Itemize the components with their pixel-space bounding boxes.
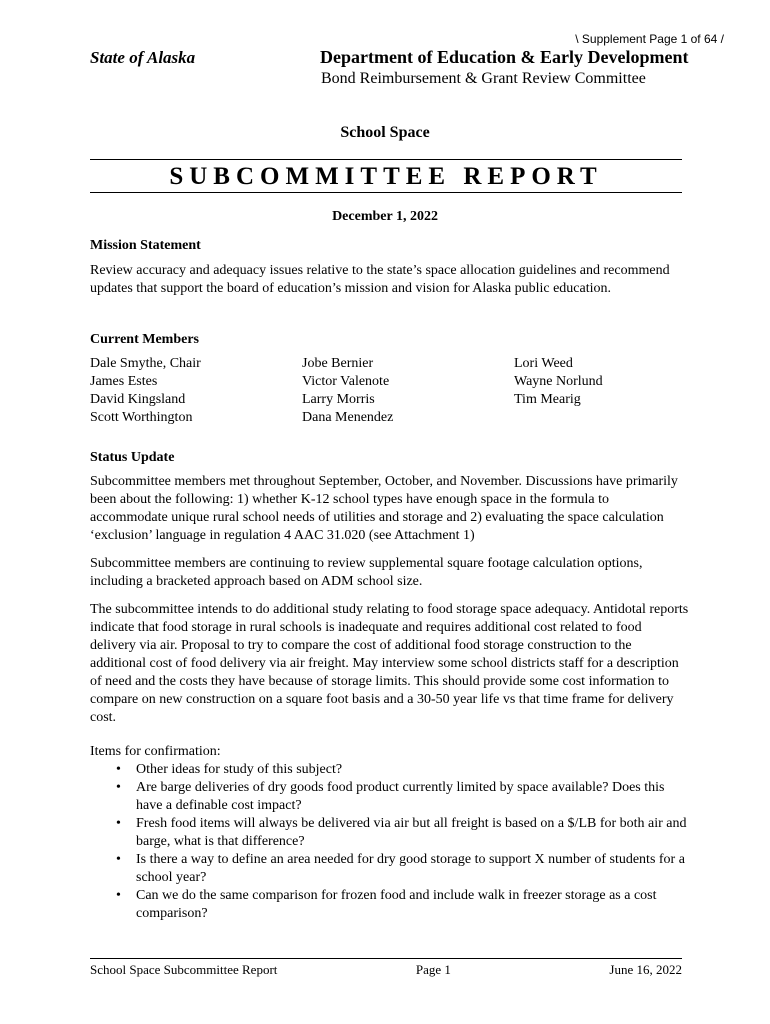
members-list [90, 355, 690, 427]
status-paragraph: Subcommittee members are continuing to review supplemental square footage calculation options, including a bracketed approach based on ADM school size. [90, 556, 643, 589]
department-name: Department of Education & Early Development [320, 47, 689, 67]
confirmation-item: • Other ideas for study of this subject? [90, 761, 690, 779]
confirmation-intro: Items for confirmation: [90, 744, 221, 759]
member-name: Jobe Bernier [302, 356, 374, 371]
status-heading: Status Update [90, 450, 175, 465]
status-paragraph: Subcommittee members met throughout September, October, and November. Discussions have primarily been about the following: 1) whether K-12 school types have enough space in the formula to accommodate unique rural school needs of utilities and storage and 2) evaluating the space calculation ‘exclusion’ language in regulation 4 AAC 31.020 (see Attachment 1) [90, 474, 678, 543]
footer-page-number: Page 1 [415, 962, 451, 977]
confirmation-list [90, 761, 690, 923]
member-name: Victor Valenote [302, 374, 390, 389]
supplement-page-label: \ Supplement Page 1 of 64 / [575, 32, 724, 46]
members-heading: Current Members [90, 332, 199, 347]
report-topic: School Space [340, 124, 430, 141]
title-top-rule [90, 159, 682, 160]
member-name: James Estes [90, 374, 158, 389]
member-name: Lori Weed [514, 356, 573, 371]
members-column [514, 355, 690, 427]
report-title: SUBCOMMITTEE REPORT [169, 163, 603, 190]
page-footer [90, 962, 682, 978]
title-bottom-rule [90, 192, 682, 193]
state-name: State of Alaska [90, 48, 196, 67]
mission-text: Review accuracy and adequacy issues relative to the state’s space allocation guidelines and recommend updates that support the board of education’s mission and vision for Alaska public education. [90, 263, 670, 296]
member-name: Dana Menendez [302, 410, 394, 425]
members-column [302, 355, 514, 427]
member-name: Scott Worthington [90, 410, 193, 425]
footer-report-name: School Space Subcommittee Report [90, 962, 278, 977]
footer-rule [90, 958, 682, 959]
confirmation-item: • Can we do the same comparison for frozen food and include walk in freezer storage as a cost comparison? [90, 887, 690, 923]
status-paragraph: The subcommittee intends to do additional study relating to food storage space adequacy. Antidotal reports indicate that food storage in rural schools is inadequate and requires additional cost related to food delivery via air. Proposal to try to compare the cost of additional food storage construction to the additional cost of food delivery via air freight. May interview some school districts staff for a description of need and the costs they have because of storage limits. This should provide some cost information to compare on new construction on a square foot basis and a 30-50 year life vs that time frame for delivery cost. [90, 602, 689, 725]
member-name: Tim Mearig [514, 392, 581, 407]
confirmation-item: • Are barge deliveries of dry goods food product currently limited by space available? Does this have a definable cost impact? [90, 779, 690, 815]
member-name: Larry Morris [302, 392, 375, 407]
confirmation-item: • Is there a way to define an area needed for dry good storage to support X number of students for a school year? [90, 851, 690, 887]
member-name: Wayne Norlund [514, 374, 603, 389]
mission-heading: Mission Statement [90, 238, 201, 253]
member-name: Dale Smythe, Chair [90, 356, 201, 371]
report-date: December 1, 2022 [332, 209, 438, 224]
members-column [90, 355, 302, 427]
member-name: David Kingsland [90, 392, 186, 407]
committee-name: Bond Reimbursement & Grant Review Committee [321, 70, 646, 87]
confirmation-item: • Fresh food items will always be delivered via air but all freight is based on a $/LB for both air and barge, what is that difference? [90, 815, 690, 851]
footer-date: June 16, 2022 [609, 962, 682, 977]
